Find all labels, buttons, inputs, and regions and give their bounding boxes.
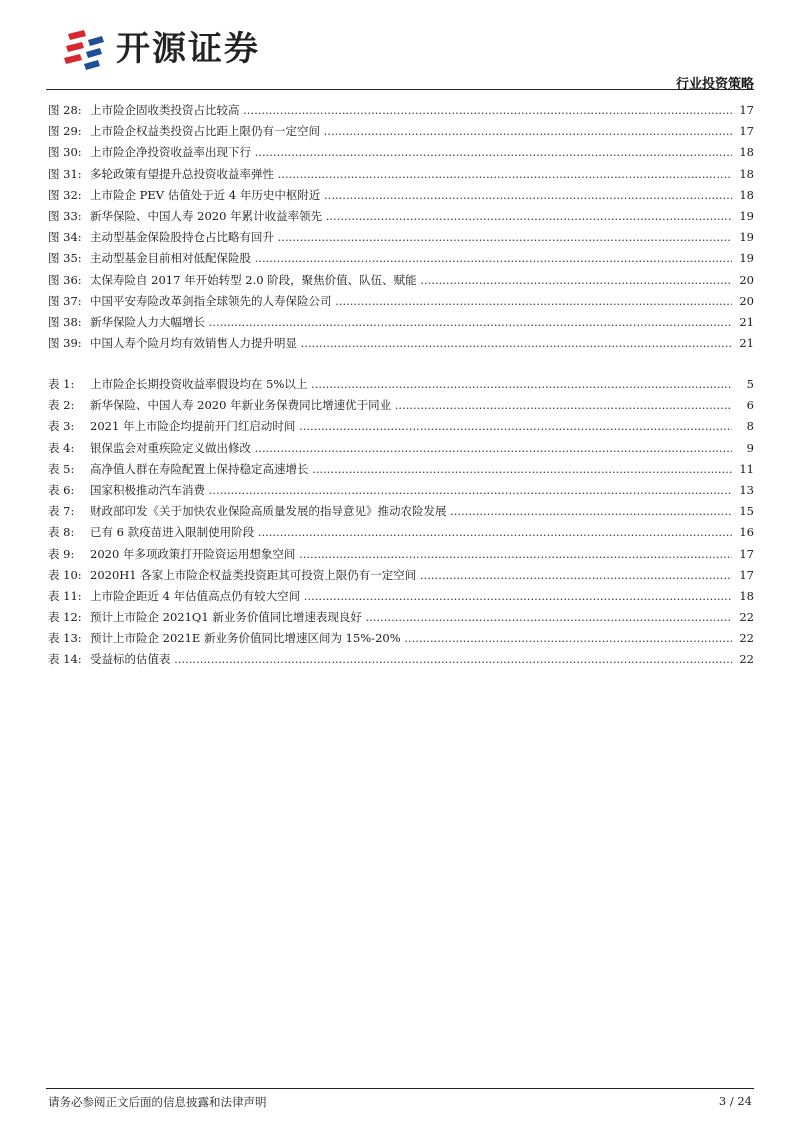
table-entry[interactable] — [48, 565, 754, 586]
table-entry-title: 2020H1 各家上市险企权益类投资距其可投资上限仍有一定空间 ..... — [90, 565, 732, 586]
table-entry-title: 2021 年上市险企均提前开门红启动时间 ..... — [90, 416, 732, 437]
table-entry-title: 预计上市险企 2021E 新业务价值同比增速区间为 15%-20% ..... — [90, 628, 732, 649]
figure-entry-title: 中国平安寿险改革剑指全球领先的人寿保险公司 ..... — [90, 291, 732, 312]
table-entry-label: 表 4: — [48, 440, 75, 455]
figure-entry-label: 图 30: — [48, 145, 82, 160]
table-entry-page: 16 — [739, 525, 754, 540]
table-entry-label: 表 13: — [48, 631, 82, 646]
figure-entry-title: 新华保险人力大幅增长 ..... — [90, 312, 732, 333]
table-entry-title: 上市险企长期投资收益率假设均在 5%以上 ..... — [90, 374, 732, 395]
figure-entry-label: 图 32: — [48, 187, 82, 202]
table-entry[interactable] — [48, 459, 754, 480]
table-entry-label: 表 11: — [48, 588, 82, 603]
table-entry-label: 表 10: — [48, 567, 82, 582]
figure-entry[interactable] — [48, 227, 754, 248]
table-entry[interactable] — [48, 628, 754, 649]
page-number: 3 / 24 — [718, 1094, 752, 1108]
table-entry-label: 表 8: — [48, 525, 75, 540]
table-entry-label: 表 5: — [48, 461, 75, 476]
table-entry-page: 17 — [739, 546, 754, 561]
table-entry-label: 表 12: — [48, 610, 82, 625]
table-entry[interactable] — [48, 416, 754, 437]
figure-entry-title: 上市险企 PEV 估值处于近 4 年历史中枢附近 ..... — [90, 185, 732, 206]
table-entry-page: 17 — [739, 567, 754, 582]
table-entry[interactable] — [48, 501, 754, 522]
footer-disclaimer: 请务必参阅正文后面的信息披露和法律声明 — [48, 1095, 267, 1109]
footer-divider — [46, 1088, 754, 1089]
figure-entry-title: 新华保险、中国人寿 2020 年累计收益率领先 ..... — [90, 206, 732, 227]
table-entry-title: 受益标的估值表 ..... — [90, 649, 732, 670]
figure-entry[interactable] — [48, 333, 754, 354]
table-entry-label: 表 9: — [48, 546, 75, 561]
figure-entry-title: 上市险企权益类投资占比距上限仍有一定空间 ..... — [90, 121, 732, 142]
figure-entry-page: 18 — [739, 166, 754, 181]
table-entry-label: 表 3: — [48, 419, 75, 434]
figure-entry-title: 上市险企固收类投资占比较高 ..... — [90, 100, 732, 121]
figure-entry-page: 21 — [739, 314, 754, 329]
table-entry-page: 22 — [739, 610, 754, 625]
figure-entry-title: 太保寿险自 2017 年开始转型 2.0 阶段，聚焦价值、队伍、赋能 ..... — [90, 270, 732, 291]
figure-entry[interactable] — [48, 270, 754, 291]
table-entry[interactable] — [48, 522, 754, 543]
figure-index — [48, 100, 754, 354]
figure-entry[interactable] — [48, 206, 754, 227]
figure-entry-label: 图 29: — [48, 124, 82, 139]
table-entry-label: 表 6: — [48, 482, 75, 497]
figure-entry-page: 20 — [739, 293, 754, 308]
figure-entry[interactable] — [48, 248, 754, 269]
figure-entry-label: 图 34: — [48, 230, 82, 245]
table-entry-page: 6 — [746, 398, 754, 413]
table-entry-label: 表 2: — [48, 398, 75, 413]
figure-entry-label: 图 36: — [48, 272, 82, 287]
table-entry-page: 5 — [746, 377, 754, 391]
kaiyuan-logo-icon — [62, 26, 108, 72]
figure-entry-label: 图 31: — [48, 166, 82, 181]
figure-entry-label: 图 39: — [48, 336, 82, 351]
table-entry-page: 8 — [746, 419, 754, 434]
table-entry-page: 22 — [739, 631, 754, 646]
figure-entry[interactable] — [48, 100, 754, 121]
figure-entry-page: 20 — [739, 272, 754, 287]
table-entry[interactable] — [48, 607, 754, 628]
table-entry-title: 国家积极推动汽车消费 ..... — [90, 480, 732, 501]
figure-entry-page: 18 — [739, 187, 754, 202]
table-entry[interactable] — [48, 395, 754, 416]
report-section-title: 行业投资策略 — [675, 77, 754, 92]
table-index — [48, 374, 754, 671]
table-entry-title: 新华保险、中国人寿 2020 年新业务保费同比增速优于同业 ..... — [90, 395, 732, 416]
brand-name: 开源证券 — [116, 29, 260, 69]
figure-entry[interactable] — [48, 312, 754, 333]
figure-entry-page: 19 — [739, 251, 754, 266]
figure-entry-label: 图 28: — [48, 103, 82, 117]
table-entry-title: 预计上市险企 2021Q1 新业务价值同比增速表现良好 ..... — [90, 607, 732, 628]
table-entry-page: 11 — [739, 461, 754, 476]
figure-entry[interactable] — [48, 291, 754, 312]
figure-entry-label: 图 38: — [48, 314, 82, 329]
figure-entry[interactable] — [48, 121, 754, 142]
figure-entry[interactable] — [48, 142, 754, 163]
figure-entry-title: 主动型基金保险股持仓占比略有回升 ..... — [90, 227, 732, 248]
figure-entry-page: 19 — [739, 230, 754, 245]
figure-entry-title: 中国人寿个险月均有效销售人力提升明显 ..... — [90, 333, 732, 354]
table-entry-title: 上市险企距近 4 年估值高点仍有较大空间 ..... — [90, 586, 732, 607]
figure-entry-label: 图 37: — [48, 293, 82, 308]
table-entry-title: 财政部印发《关于加快农业保险高质量发展的指导意见》推动农险发展 ..... — [90, 501, 732, 522]
figure-entry-page: 17 — [739, 124, 754, 139]
table-entry-page: 13 — [739, 482, 754, 497]
table-entry[interactable] — [48, 438, 754, 459]
table-entry[interactable] — [48, 649, 754, 670]
table-entry-title: 银保监会对重疾险定义做出修改 ..... — [90, 438, 732, 459]
table-entry-page: 22 — [739, 652, 754, 667]
table-entry-page: 18 — [739, 588, 754, 603]
figure-entry-title: 多轮政策有望提升总投资收益率弹性 ..... — [90, 164, 732, 185]
figure-entry[interactable] — [48, 164, 754, 185]
table-entry[interactable] — [48, 544, 754, 565]
figure-entry-page: 19 — [739, 208, 754, 223]
figure-entry-page: 18 — [739, 145, 754, 160]
figure-entry-page: 17 — [739, 103, 754, 117]
table-entry-label: 表 1: — [48, 377, 75, 391]
figure-entry-title: 上市险企净投资收益率出现下行 ..... — [90, 142, 732, 163]
figure-entry-title: 主动型基金目前相对低配保险股 ..... — [90, 248, 732, 269]
table-entry-page: 9 — [746, 440, 754, 455]
table-entry-title: 2020 年多项政策打开险资运用想象空间 ..... — [90, 544, 732, 565]
table-entry-label: 表 7: — [48, 504, 75, 519]
brand-logo — [62, 26, 302, 72]
table-entry[interactable] — [48, 374, 754, 395]
table-entry[interactable] — [48, 480, 754, 501]
figure-entry-page: 21 — [739, 336, 754, 351]
header-divider — [46, 89, 754, 90]
figure-entry-label: 图 33: — [48, 208, 82, 223]
table-entry-page: 15 — [739, 504, 754, 519]
figure-entry[interactable] — [48, 185, 754, 206]
table-entry-label: 表 14: — [48, 652, 82, 667]
table-entry[interactable] — [48, 586, 754, 607]
figure-entry-label: 图 35: — [48, 251, 82, 266]
table-entry-title: 高净值人群在寿险配置上保持稳定高速增长 ..... — [90, 459, 732, 480]
table-entry-title: 已有 6 款疫苗进入限制使用阶段 ..... — [90, 522, 732, 543]
